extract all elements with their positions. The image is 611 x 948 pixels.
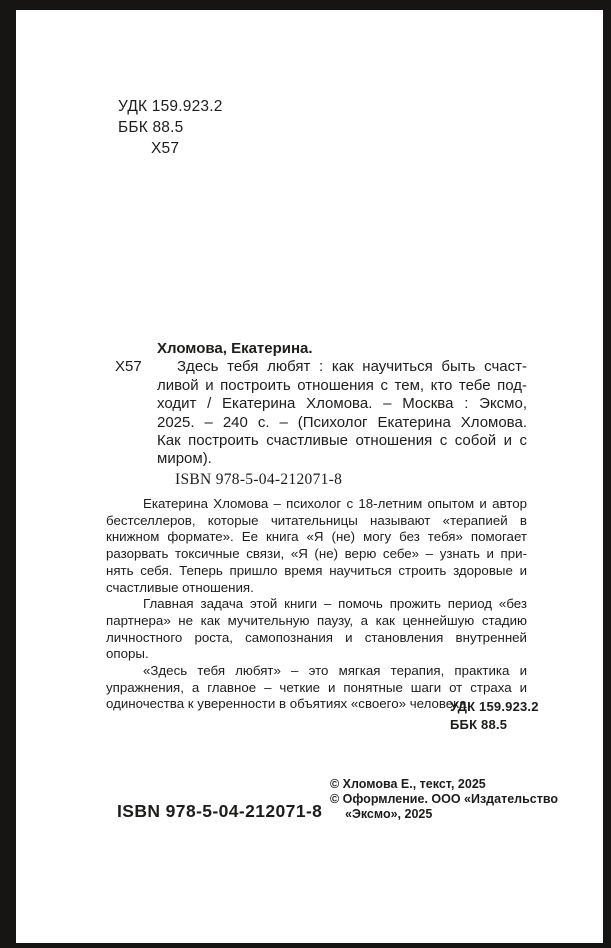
annotation-paragraph-3: «Здесь тебя любят» – это мягкая терапия, практика и упражнения, а главное – четкие и понятные шаги от страха и одиночества к уверенности в объятиях «своего» человека. — [106, 663, 527, 712]
isbn-line: ISBN 978-5-04-212071-8 — [175, 471, 343, 488]
copyright-line: © Оформление. ООО «Издательство — [330, 792, 558, 807]
author-sign-code: Х57 — [151, 140, 180, 157]
catalog-codes-footer — [450, 698, 539, 733]
copyright-line: «Эксмо», 2025 — [345, 807, 433, 822]
copyright-line: © Хломова Е., текст, 2025 — [330, 777, 486, 791]
copyright-block — [330, 777, 558, 823]
catalog-codes-header — [118, 96, 223, 159]
bibliographic-description: Здесь тебя любят : как научиться быть счаст- ливой и построить отношения с тем, кто тебе под- ходит / Екатерина Хломова. – Москва : Эксмо, 2025. – 240 с. – (Психолог Екатерина Хломова. Как построить счастливые отношения с собой и с миром). — [157, 358, 527, 468]
book-imprint-page — [16, 10, 603, 943]
udk-code: УДК 159.923.2 — [118, 98, 223, 115]
annotation-block — [106, 496, 527, 713]
udk-code-bold: УДК 159.923.2 — [450, 699, 539, 714]
bibliographic-entry — [157, 340, 527, 469]
author-heading: Хломова, Екатерина. — [157, 340, 313, 357]
bbk-code: ББК 88.5 — [118, 119, 184, 136]
catalog-entry-code: Х57 — [115, 358, 142, 375]
isbn-bold: ISBN 978-5-04-212071-8 — [117, 801, 323, 821]
bbk-code-bold: ББК 88.5 — [450, 716, 508, 732]
annotation-paragraph-2: Главная задача этой книги – помочь прожить период «без партнера» не как мучительную паузу, а как ценнейшую стадию личностного роста, самопознания и становления внутренней опоры. — [106, 596, 527, 662]
annotation-paragraph-1: Екатерина Хломова – психолог с 18-летним опытом и автор бестселлеров, которые читательницы называют «терапией в книжном формате». Ее книга «Я (не) могу без тебя» помогает разорвать токсичные связи, «Я (не) верю себе» – узнать и при- нять себя. Теперь пришло время научиться строить здоровые и счастливые отношения. — [106, 496, 527, 595]
